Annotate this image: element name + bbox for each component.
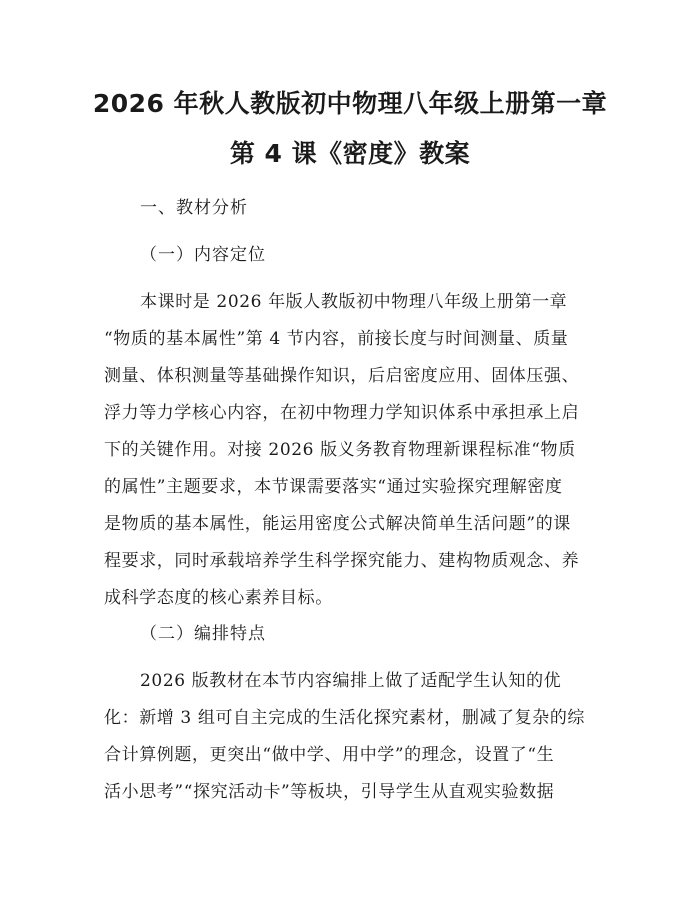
- paragraph-line: 2026 版教材在本节内容编排上做了适配学生认知的优: [140, 671, 562, 691]
- section-heading-textbook-analysis: 一、教材分析: [140, 198, 248, 218]
- paragraph-line: 化：新增 3 组可自主完成的生活化探究素材，删减了复杂的综: [104, 708, 586, 728]
- paragraph-line: 成科学态度的核心素养目标。: [104, 588, 333, 608]
- paragraph-line: 的属性”主题要求，本节课需要落实“通过实验探究理解密度: [104, 477, 563, 497]
- paragraph-line: “物质的基本属性”第 4 节内容，前接长度与时间测量、质量: [104, 329, 569, 349]
- document-title-line-2: 第 4 课《密度》教案: [229, 139, 471, 168]
- subsection-heading-arrangement-features: （二）编排特点: [140, 624, 266, 644]
- paragraph-line: 是物质的基本属性，能运用密度公式解决简单生活问题”的课: [104, 514, 571, 534]
- document-title-line-1: 2026 年秋人教版初中物理八年级上册第一章: [92, 89, 608, 118]
- paragraph-line: 下的关键作用。对接 2026 版义务教育物理新课程标准“物质: [104, 440, 576, 460]
- paragraph-line: 合计算例题，更突出“做中学、用中学”的理念，设置了“生: [104, 745, 555, 765]
- paragraph-line: 活小思考”“探究活动卡”等板块，引导学生从直观实验数据: [104, 782, 555, 802]
- paragraph-line: 测量、体积测量等基础操作知识，后启密度应用、固体压强、: [104, 366, 580, 386]
- subsection-heading-content-positioning: （一）内容定位: [140, 245, 266, 265]
- paragraph-line: 程要求，同时承载培养学生科学探究能力、建构物质观念、养: [104, 551, 580, 571]
- paragraph-line: 本课时是 2026 年版人教版初中物理八年级上册第一章: [140, 292, 568, 312]
- paragraph-line: 浮力等力学核心内容，在初中物理力学知识体系中承担承上启: [104, 403, 580, 423]
